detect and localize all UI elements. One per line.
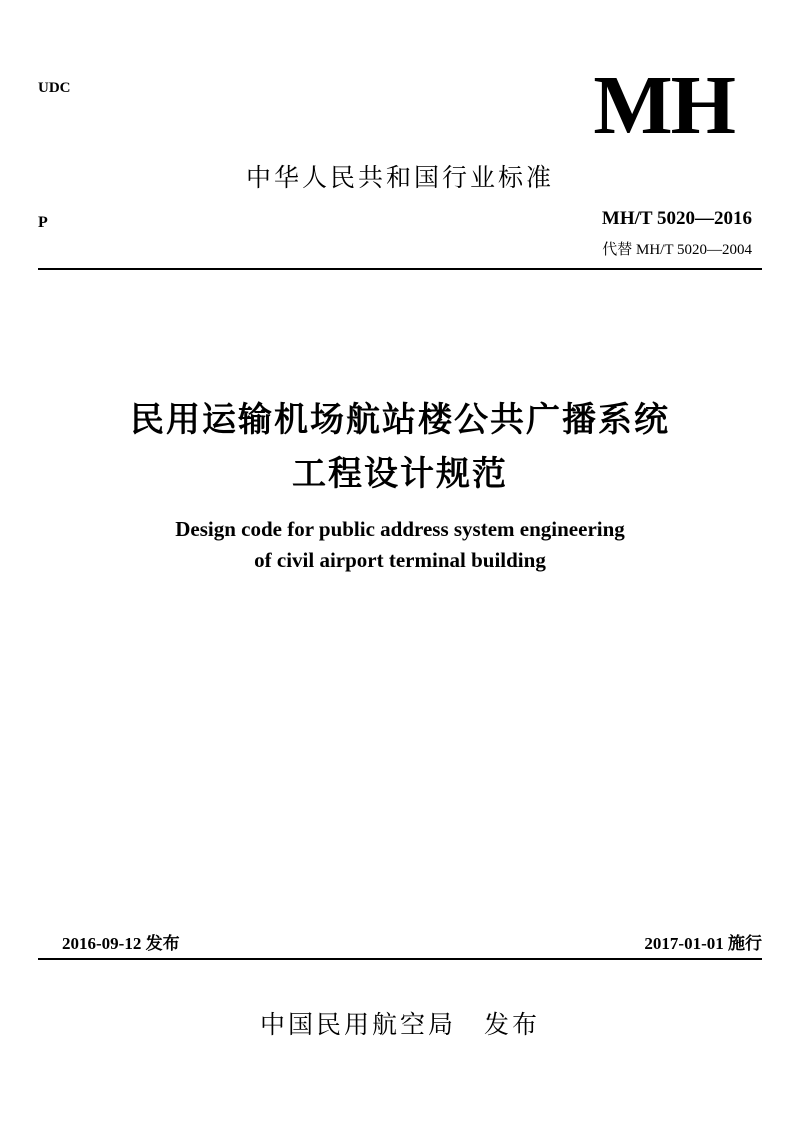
effective-date: 2017-01-01 施行 — [644, 934, 762, 953]
udc-label: UDC — [38, 80, 71, 96]
title-zh-line1: 民用运输机场航站楼公共广播系统 — [130, 400, 670, 440]
title-zh-line2: 工程设计规范 — [292, 454, 508, 494]
publisher-line — [0, 1005, 800, 1041]
replaces-note: 代替 MH/T 5020—2004 — [602, 242, 752, 258]
publisher-name: 中国民用航空局 — [259, 1010, 456, 1039]
mh-logo: MH — [593, 59, 734, 152]
standard-number: MH/T 5020—2016 — [601, 208, 752, 229]
title-en-line2: of civil airport terminal building — [254, 548, 546, 572]
title-en-line1: Design code for public address system engineering — [175, 517, 625, 541]
divider-top — [38, 268, 762, 270]
standard-kind: 中华人民共和国行业标准 — [245, 163, 554, 192]
issue-date: 2016-09-12 发布 — [62, 934, 180, 953]
classification-code: P — [38, 214, 48, 231]
divider-bottom — [38, 958, 762, 960]
publisher-action: 发布 — [484, 1010, 541, 1039]
